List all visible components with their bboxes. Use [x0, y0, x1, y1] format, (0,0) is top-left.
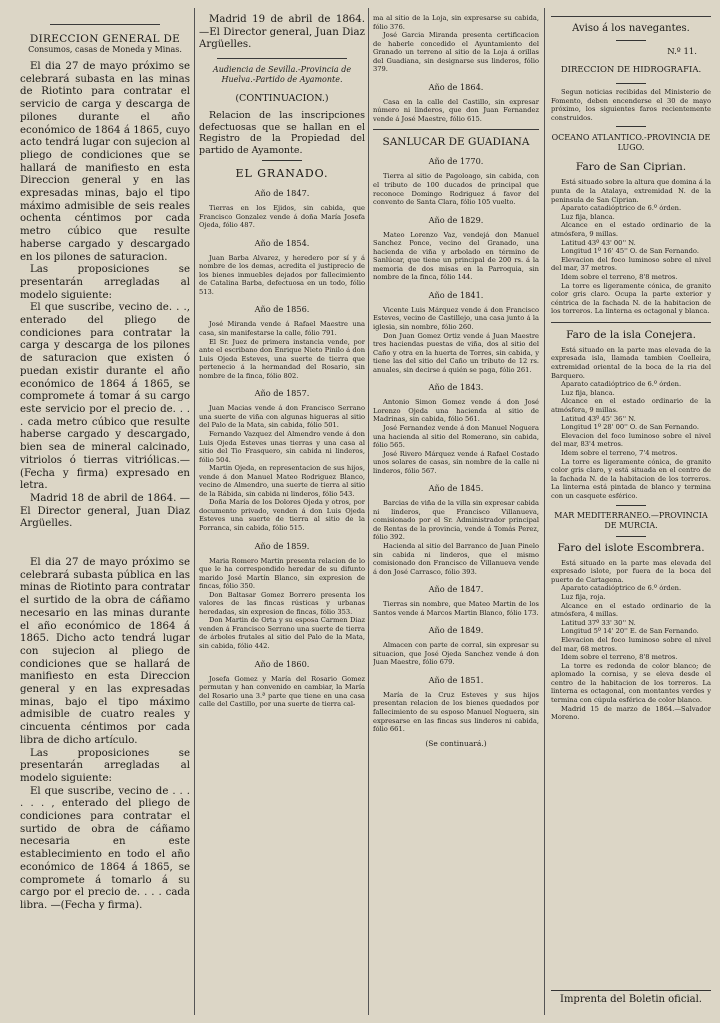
- lighthouse-detail: Aparato catadióptrico de 6.º órden.: [561, 204, 682, 213]
- entry-text: María de la Cruz Esteves y sus hijos presentan relacion de los bienes quedados por fallecimiento de su esposo Manuel Noguera, sin expresarse en las fincas sus linderos ni cabida, fólio 661.: [373, 690, 539, 734]
- year-heading: Año de 1847.: [428, 584, 484, 595]
- divider: [616, 126, 646, 127]
- entry-group: [373, 583, 539, 617]
- year-heading: Año de 1843.: [428, 382, 484, 393]
- column-rule: [544, 8, 545, 1015]
- relacion-title: Relacion de las inscripciones defectuosas que se hallan en el Registro de la Propiedad del partido de Ayamonte.: [199, 110, 365, 156]
- lighthouse-detail: Idem sobre el terreno, 8'8 metros.: [561, 272, 678, 281]
- entry-text: Tierra al sitio de Pagoloago, sin cabida, con el tributo de 100 ducados de principal que reconoce Domingo Rodriguez á favor del convento de Santa Clara, fólio 105 vuelto.: [373, 172, 539, 207]
- entry-text: Antonio Simon Gomez vende á don José Lorenzo Ojeda una hacienda al sitio de Madrinas, sin cabida, fólio 561.: [373, 398, 539, 424]
- entry-group: [373, 624, 539, 667]
- entry-text: ma al sitio de la Loja, sin expresarse su cabida, fólio 376.: [373, 14, 539, 31]
- entry-text: José Rivero Márquez vende á Rafael Costado unos solares de casas, sin nombre de la calle ni linderos, fólio 567.: [373, 449, 539, 475]
- entry-text: El Sr. Juez de primera instancia vende, por ante el escribano don Enrique Nieto Pinilo á don Luis Ojeda Esteves, una suerte de tierra que pertenecio á la hermandad del Rosario, sin nombre de la finca, fólio 802.: [199, 337, 365, 380]
- entry-group: [199, 303, 365, 380]
- entry-text: Mateo Lorenzo Vaz, vendejá don Manuel Sanchez Ponce, vecino del Granado, una hacienda de viña y arbolado en término de Sanlúcar, que tiene un principal de 200 rs. á la memoria de dos misas en la Parroquia, sin nombre de la finca, fólio 144.: [373, 230, 539, 282]
- lighthouse-section: [551, 329, 711, 501]
- lighthouse-name: Faro de San Ciprian.: [575, 161, 687, 174]
- continuation-label: (CONTINUACION.): [235, 93, 329, 105]
- paragraph: Las proposiciones se presentarán arregladas al modelo siguiente:: [20, 747, 190, 784]
- lighthouse-detail: Idem sobre el terreno, 8'8 metros.: [561, 653, 678, 662]
- column-rule: [368, 8, 369, 1015]
- signature: Madrid 18 de abril de 1864. —El Director general, Juan Diaz Argüelles.: [20, 492, 190, 530]
- lighthouse-name: Faro del islote Escombrera.: [557, 541, 705, 554]
- year-heading: Año de 1864.: [428, 81, 484, 92]
- lighthouse-detail: La torre es redonda de color blanco; de aplomado la cornisa, y se eleva desde el centro de la habitacion de los torreros. La linterna es octagonal, con montantes verdes y termina con cúpula esférica de color blanco.: [551, 661, 711, 705]
- lighthouse-detail: Está situado en la parte mas elevada de la expresada isla, llamada tambien Coelleira, extremidad oriental de la boca de la ria del Barquero.: [551, 345, 711, 380]
- lighthouse-detail: Longitud 5º 14' 20'' E. de San Fernando.: [561, 627, 699, 636]
- lighthouse-detail: La torre es ligeramente cónica, de granito color gris claro. Ocupa la parte exterior y céntrica de la fachada N. de la habitacion de los torreros. La linterna es octagonal y blanca.: [551, 281, 711, 316]
- continues-note: (Se continuará.): [425, 738, 487, 748]
- entry-text: Doña María de los Dolores Ojeda y otros, por documento privado, venden á don Luis Ojeda Esteves una suerte de tierra al sitio de la Porranca, sin cabida, fólio 515.: [199, 498, 365, 532]
- year-heading: Año de 1860.: [254, 658, 310, 669]
- entry-group: [373, 155, 539, 206]
- divider: [551, 16, 711, 17]
- year-heading: Año de 1856.: [254, 304, 310, 315]
- year-heading: Año de 1851.: [428, 674, 484, 685]
- divider: [616, 83, 646, 84]
- lighthouse-detail: Latitud 37º 33' 30'' N.: [561, 618, 636, 627]
- entry-group: [199, 237, 365, 297]
- entry-text: Almacen con parte de corral, sin expresar su situacion, que José Ojeda Sanchez vende á don Juan Maestre, fólio 679.: [373, 641, 539, 667]
- year-heading: Año de 1841.: [428, 289, 484, 300]
- lighthouse-name: Faro de la isla Conejera.: [566, 328, 696, 341]
- lighthouse-detail: Está situado sobre la altura que domina á la punta de la Atalaya, extremidad N. de la peninsula de San Ciprian.: [551, 178, 711, 204]
- place-heading: EL GRANADO.: [235, 167, 329, 181]
- entry-text: Tierras sin nombre, que Mateo Martin de los Santos vende á Marcos Martin Blanco, fólio 173.: [373, 600, 539, 617]
- audiencia-heading: Audiencia de Sevilla.-Provincia de Huelva.-Partido de Ayamonte.: [212, 65, 352, 85]
- signature: Madrid 15 de marzo de 1864.—Salvador Moreno.: [551, 704, 711, 722]
- paragraph: El dia 27 de mayo próximo se celebrará subasta pública en las minas de Riotinto para contratar el surtido de la obra de cáñamo necesario en las minas durante el año económico de 1864 á 1865. Dicho acto tendrá lugar con sujecion al pliego de condiciones que se hallará de manifiesto en esta Direccion general y en las expresadas minas, bajo el tipo máximo admisible de cuatro reales y cincuenta céntimos por cada libra de dicho artículo.: [20, 557, 190, 746]
- year-heading: Año de 1847.: [254, 188, 310, 199]
- section-subheader: Consumos, casas de Moneda y Minas.: [28, 45, 182, 54]
- entry-group: [199, 187, 365, 230]
- divider: [262, 160, 302, 161]
- lighthouse-detail: Alcance en el estado ordinario de la atmósfera, 9 millas.: [551, 221, 711, 238]
- lighthouse-detail: Latitud 43º 45' 36'' N.: [561, 414, 636, 423]
- divider: [551, 322, 711, 323]
- divider: [616, 505, 646, 506]
- signature: Madrid 19 de abril de 1864. —El Director general, Juan Diaz Argüelles.: [199, 14, 365, 51]
- entry-text: Martin Ojeda, en representacion de sus hijos, vende á don Manuel Mateo Rodriguez Blanco, vecino de Almendro, una suerte de tierra al sitio de la Rábida, sin cabida ni linderos, fólio 543.: [199, 464, 365, 498]
- lighthouse-detail: Está situado en la parte mas elevada del expresado islote, por fuera de la boca del puerto de Cartagena.: [551, 558, 711, 584]
- paragraph: El dia 27 de mayo próximo se celebrará subasta en las minas de Riotinto para contratar el servicio de carga y descarga de pilones durante el año económico de 1864 á 1865, cuyo acto tendrá lugar con sujecion al pliego de condiciones que se hallará de manifiesto en esta Direccion general y en las expresadas minas, bajo el tipo máximo admisible de seis reales ochenta céntimos por cada metro cúbico que resulte haberse cargado y descargado en los pilones de saturacion.: [20, 61, 190, 263]
- direction-heading: DIRECCION DE HIDROGRAFIA.: [560, 65, 702, 75]
- year-heading: Año de 1859.: [254, 540, 310, 551]
- divider: [217, 58, 347, 59]
- place-heading: SANLUCAR DE GUADIANA: [382, 136, 530, 149]
- paragraph: El que suscribe, vecino de . . . . . . , enterado del pliego de condiciones para contratar el surtido de obra de cáñamo necesaria en este establecimiento en todo el año económico de 1864 á 1865, se compromete á tomarlo á su cargo por el precio de. . . . cada libra. —(Fecha y firma).: [20, 785, 190, 911]
- year-heading: Año de 1845.: [428, 483, 484, 494]
- entry-text: Casa en la calle del Castillo, sin expresar número ni linderos, que don Juan Fernandez vende á José Maestre, fólio 615.: [373, 97, 539, 123]
- entry-group: [373, 214, 539, 282]
- entry-text: Juan Macias vende á don Francisco Serrano una suerte de viña con algunas higueras al sitio del Palo de la Mata, sin cabida, fólio 501.: [199, 404, 365, 430]
- entry-text: Don Baltasar Gomez Borrero presenta los valores de las fincas rústicas y urbanas heredadas, sin expresion de fincas, fólio 353.: [199, 590, 365, 616]
- footer-divider: [551, 990, 711, 991]
- entry-text: José Fernandez vende á don Manuel Noguera una hacienda al sitio del Romerano, sin cabida, fólio 565.: [373, 423, 539, 450]
- notice-number: N.º 11.: [667, 47, 697, 57]
- divider: [616, 536, 646, 537]
- lighthouse-detail: La torre es ligeramente cónica, de granito color gris claro, y está situada en el centro de la fachada N. de la habitacion de los torreros. La linterna está pintada de blanco y termina con un casquete esférico.: [551, 457, 711, 500]
- entry-text: José Garcia Miranda presenta certificacion de haberle concedido el Ayuntamiento del Granado un terreno al sitio de la Loja á orillas del Guadiana, sin designarse sus linderos, fólio 379.: [373, 31, 539, 74]
- paragraph: El que suscribe, vecino de. . ., enterado del pliego de condiciones para contratar la carga y descarga de los pilones de saturacion que existen ó puedan existir durante el año económico de 1864 á 1865, se compromete á tomar á su cargo este servicio por el precio de. . . . cada metro cúbico que resulte haberse cargado y descargado, bien sea de mineral calcinado, vitriolos ó tierras vitriólicas.—(Fecha y firma) expresado en letra.: [20, 302, 190, 492]
- column-2: [199, 14, 365, 709]
- lighthouse-detail: Elevacion del foco luminoso sobre el nivel del mar, 83'4 metros.: [551, 431, 711, 449]
- year-heading: Año de 1770.: [428, 156, 484, 167]
- entry-text: Hacienda al sitio del Barranco de Juan Pinelo sin cabida ni linderos, que el mismo comisionado don Francisco de Villanueva vende á don José Carrasco, fólio 393.: [373, 541, 539, 576]
- entry-text: Tierras en los Ejidos, sin cabida, que Francisco Gonzalez vende á doña María Josefa Ojeda, fólio 487.: [199, 204, 365, 230]
- lighthouse-detail: Luz fija, roja.: [561, 592, 606, 601]
- entry-group: [373, 674, 539, 734]
- notice-title: Aviso á los navegantes.: [572, 23, 690, 34]
- lighthouse-detail: Aparato catadióptrico de 6.º órden.: [561, 380, 682, 389]
- lighthouse-detail: Luz fija, blanca.: [561, 212, 615, 221]
- lighthouse-detail: Longitud 1º 28' 00'' O. de San Fernando.: [561, 423, 699, 432]
- announcement-1: [20, 61, 190, 531]
- lighthouse-detail: Luz fija, blanca.: [561, 388, 615, 397]
- divider: [50, 24, 160, 25]
- column-1: [20, 14, 190, 913]
- divider: [373, 129, 539, 130]
- lighthouse-section: [551, 161, 711, 316]
- lighthouse-detail: Idem sobre el terreno, 7'4 metros.: [561, 449, 678, 457]
- lighthouse-detail: Alcance en el estado ordinario de la atmósfera, 9 millas.: [551, 397, 711, 415]
- column-3: [373, 14, 539, 748]
- entry-text: Don Juan Gomez Ortiz vende á Juan Maestre tres haciendas puestas de viña, dos al sitio del Caño y otra en la huerta de Torres, sin cabida, y tiene las del sitio del Caño un tributo de 12 rs. anuales, sin decirse á quién se paga, fólio 261.: [373, 331, 539, 374]
- lighthouse-detail: Longitud 1º 16' 45'' O. de San Fernando.: [561, 247, 699, 256]
- entry-text: José Miranda vende á Rafael Maestre una casa, sin manifestarse la calle, fólio 791.: [199, 320, 365, 338]
- section-header: DIRECCION GENERAL DE: [29, 33, 181, 45]
- column-rule: [194, 8, 195, 1015]
- lighthouse-detail: Aparato catadióptrico de 6.º órden.: [561, 584, 682, 593]
- column-4: [551, 14, 711, 722]
- lighthouse-detail: Elevacion del foco luminoso sobre el nivel del mar, 37 metros.: [551, 255, 711, 273]
- entry-group: [199, 387, 365, 532]
- divider: [616, 40, 646, 41]
- year-heading: Año de 1849.: [428, 625, 484, 636]
- lighthouse-detail: Alcance en el estado ordinario de la atmósfera, 4 millas.: [551, 601, 711, 619]
- lighthouse-detail: Latitud 43º 43' 00'' N.: [561, 238, 636, 247]
- entry-text: Josefa Gomez y María del Rosario Gomez permutan y han convenido en cambiar, la María del Rosario una 3.ª parte que tiene en una casa calle del Castillo, por una suerte de tierra cal-: [199, 674, 365, 709]
- year-heading: Año de 1829.: [428, 214, 484, 225]
- entry-group: [373, 482, 539, 576]
- entry-text: Don Martin de Orta y su esposa Carmen Diaz venden á Francisco Serrano una suerte de tierra de árboles frutales al sitio del Palo de la Mata, sin cabida, fólio 442.: [199, 616, 365, 650]
- entry-text: Maria Romero Martin presenta relacion de lo que le ha correspondido heredar de su difunto marido José Martín Blanco, sin expresion de fincas, fólio 350.: [199, 556, 365, 591]
- printer-imprint: Imprenta del Boletin oficial.: [560, 994, 702, 1005]
- region-heading: MAR MEDITERRANEO.—PROVINCIA DE MURCIA.: [554, 510, 708, 530]
- lighthouse-section: [551, 542, 711, 722]
- region-heading: OCEANO ATLANTICO.-PROVINCIA DE LUGO.: [551, 133, 711, 153]
- year-heading: Año de 1857.: [254, 388, 310, 399]
- entry-group: [373, 381, 539, 475]
- paragraph: Las proposiciones se presentarán arregladas al modelo siguiente:: [20, 264, 190, 301]
- entry-group: [199, 540, 365, 651]
- intro-text: Segun noticias recibidas del Ministerio de Fomento, deben encenderse el 30 de mayo próximo, los siguientes faros recientemente construidos.: [551, 88, 711, 122]
- entry-group: [373, 289, 539, 374]
- entry-text: Fernando Vazquez del Almendro vende á don Luis Ojeda Esteves unas tierras y una casa al sitio del Tio Frasquero, sin cabida ni linderos, fólio 504.: [199, 429, 365, 464]
- announcement-2: [20, 557, 190, 913]
- entry-text: Vicente Luis Márquez vende á don Francisco Esteves, vecino de Castillejo, una casa junto á la iglesia, sin nombre, fólio 260.: [373, 305, 539, 332]
- lighthouse-detail: Elevacion del foco luminoso sobre el nivel del mar, 68 metros.: [551, 635, 711, 653]
- entry-text: Barcias de viña de la villa sin expresar cabida ni linderos, que Francisco Villanueva, comisionado por el Sr. Administrador principal de Rentas de la provincia, vende á Tomás Perez, fólio 392.: [373, 499, 539, 542]
- year-heading: Año de 1854.: [254, 237, 310, 248]
- entry-text: Juan Barba Alvarez, y heredero por sí y á nombre de los demas, acredita el justiprecio de los bienes inmuebles dejados por fallecimiento de Catalina Barba, defectuosa en un todo, fólio 513.: [199, 253, 365, 296]
- entry-group: [199, 658, 365, 709]
